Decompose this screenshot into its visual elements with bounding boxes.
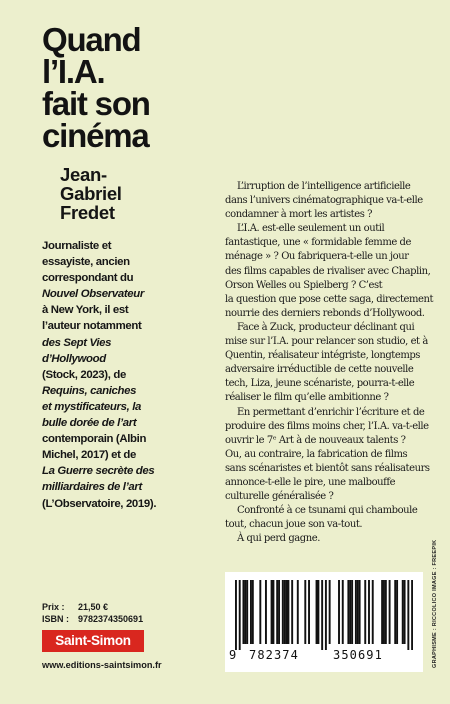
barcode-bar [287,580,289,644]
barcode-bar [317,580,319,644]
blurb-line: des films capables de rivaliser avec Chaplin, [225,265,431,277]
barcode-right-digits: 350691 [333,648,383,662]
blurb-line: adversaire irréductible de cette nouvelle [225,364,414,376]
blurb-line: nourrie des derniers rebonds d’Hollywood. [225,307,425,319]
blurb-text [225,180,437,546]
bio-line: (L’Observatoire, 2019). [42,497,157,510]
barcode-bar [411,580,413,650]
blurb-line: En permettant d’enrichir l’écriture et de [237,406,425,418]
bio-line: des Sept Vies [42,336,112,349]
barcode-bar [321,580,323,650]
barcode-bar [276,580,278,644]
barcode-bar [381,580,383,644]
title-line: cinéma [42,117,149,154]
title-line: l’I.A. [42,53,105,90]
blurb-line: annonce-t-elle le pire, une malbouffe [225,476,396,488]
barcode-bar [357,580,359,644]
barcode-bar [355,580,357,644]
barcode-bar [242,580,244,644]
blurb-line: L’irruption de l’intelligence artificielle [237,181,411,192]
barcode-bar [252,580,254,644]
blurb-line: fantastique, une « formidable femme de [225,237,411,249]
barcode-bar [402,580,404,644]
bio-line: Journaliste et [42,240,112,252]
barcode-bar [329,580,331,644]
bio-line: essayiste, ancien [42,256,130,269]
barcode-bar [383,580,385,644]
bio-line: Nouvel Observateur [42,288,144,301]
barcode-bar [396,580,398,644]
blurb-line: Face à Zuck, producteur déclinant qui [237,321,415,333]
isbn-label: ISBN : [42,614,69,624]
bio-line: contemporain (Albin [42,433,147,446]
barcode-bar [291,580,293,644]
barcode-bar [246,580,248,644]
blurb-line: produire des films moins cher, l’I.A. va-t-elle [225,420,429,432]
blurb-line: tech, Liza, jeune scénariste, pourra-t-elle [225,378,415,390]
blurb-line: L’I.A. est-elle seulement un outil [237,223,385,235]
barcode-bar [250,580,252,644]
bio-line: et mystificateurs, la [42,400,142,413]
barcode [225,572,423,672]
blurb-line: tout, chacun joue son va-tout. [225,519,363,531]
isbn-row [42,613,143,625]
barcode-bar [338,580,340,644]
barcode-bar [407,580,409,650]
barcode-bar [389,580,391,644]
isbn-value: 9782374350691 [78,614,144,624]
bio-line: (Stock, 2023), de [42,368,126,381]
barcode-bar [347,580,349,644]
author-name [60,165,210,222]
barcode-bar [368,580,370,644]
barcode-bar [265,580,267,644]
barcode-bar [404,580,406,644]
blurb-line: Orson Welles ou Spielberg ? C’est [225,279,383,291]
blurb-line: Confronté à ce tsunami qui chamboule [237,505,418,517]
bio-line: La Guerre secrète des [42,465,155,478]
design-credit: GRAPHISME : RICCOLICO IMAGE : FREEPIK [432,539,438,668]
bio-line: milliardaires de l’art [42,481,142,494]
author-line: Gabriel [60,183,122,204]
publisher-logo: Saint-Simon [42,630,144,652]
author-bio [42,238,182,512]
author-line: Jean- [60,164,107,185]
barcode-first-digit: 9 [229,648,238,662]
blurb-line: réaliser le film qu’elle ambitionne ? [225,392,389,404]
barcode-bar [286,580,288,644]
publisher-website: www.editions-saintsimon.fr [42,660,162,670]
price-block [42,601,143,625]
barcode-bar [235,580,237,650]
book-title [42,21,232,154]
barcode-bar [351,580,353,644]
bio-line: l’auteur notamment [42,320,142,333]
barcode-bar [308,580,310,644]
barcode-bar [278,580,280,644]
bio-line: Requins, caniches [42,384,137,397]
price-value: 21,50 € [78,602,109,612]
barcode-bar [359,580,361,644]
blurb-line: dans l’univers cinématographique va-t-elle [225,195,423,207]
blurb-line: culturelle généralisée ? [225,491,334,503]
barcode-bar [282,580,284,644]
bio-line: bulle dorée de l’art [42,417,137,430]
barcode-bar [297,580,299,644]
bio-line: d’Hollywood [42,352,106,365]
barcode-left-digits: 782374 [249,648,299,662]
barcode-bar [325,580,327,650]
barcode-bar [244,580,246,644]
blurb-line: ouvrir le 7ᵉ Art à de nouveaux talents ? [225,434,406,446]
barcode-bar [342,580,344,644]
barcode-bar [316,580,318,644]
barcode-bar [304,580,306,644]
title-line: fait son [42,85,150,122]
author-line: Fredet [60,202,115,223]
barcode-bar [394,580,396,644]
barcode-bar [284,580,286,644]
barcode-bar [239,580,241,650]
blurb-line: condamner à mort les artistes ? [225,209,373,221]
bio-line: à New York, il est [42,304,129,317]
barcode-bar [349,580,351,644]
title-line: Quand [42,21,141,58]
barcode-bar [271,580,273,644]
bio-line: correspondant du [42,272,134,285]
price-label: Prix : [42,602,65,612]
barcode-bar [385,580,387,644]
blurb-line: Quentin, réalisateur intégriste, longtemps [225,350,420,362]
barcode-bar [372,580,374,644]
bio-line: Michel, 2017) et de [42,449,137,462]
blurb-line: mise sur l’I.A. pour relancer son studio, et à [225,336,428,348]
barcode-bar [272,580,274,644]
barcode-bars [235,580,413,650]
barcode-bar [259,580,261,644]
barcode-bar [364,580,366,644]
blurb-line: Ou, au contraire, la fabrication de films [225,448,408,460]
blurb-line: sans scénaristes et bientôt sans réalisateurs [225,462,430,474]
blurb-line: la question que pose cette saga, directement [225,293,434,305]
blurb-line: ménage » ? Ou fabriquera-t-elle un jour [225,251,409,263]
price-row [42,601,143,613]
blurb-line: À qui perd gagne. [237,533,320,545]
